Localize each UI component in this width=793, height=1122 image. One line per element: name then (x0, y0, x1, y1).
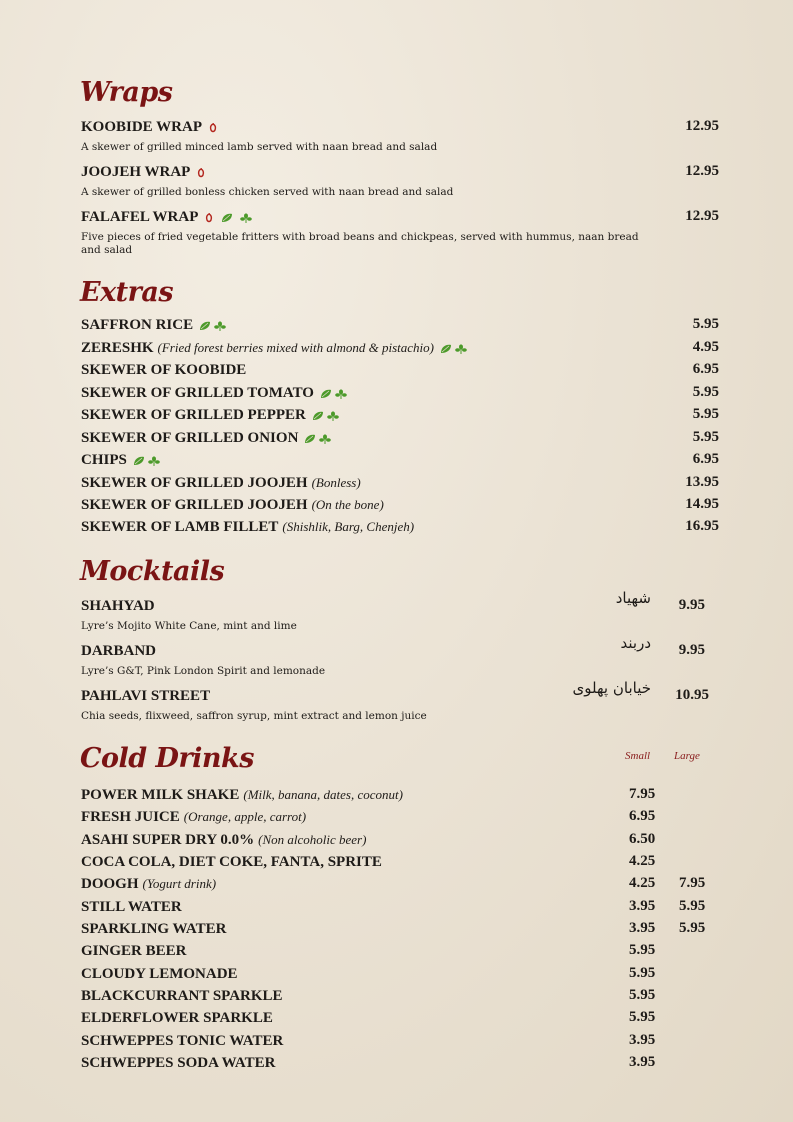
item-name: SKEWER OF GRILLED ONION (81, 430, 299, 446)
drink-row (81, 1032, 721, 1052)
menu-row (81, 496, 721, 516)
leaf-icon (221, 213, 233, 223)
item-price: 5.95 (692, 406, 719, 422)
leaf-icon (199, 321, 211, 331)
small-price: 6.95 (629, 808, 656, 824)
item-name: SKEWER OF GRILLED PEPPER (81, 407, 306, 423)
drink-row (81, 898, 721, 918)
item-price: 16.95 (685, 518, 719, 534)
item-note: (On the bone) (311, 497, 384, 512)
item-name: BLACKCURRANT SPARKLE (81, 988, 283, 1004)
item-note: (Fried forest berries mixed with almond & pistachio) (157, 340, 434, 355)
drink-row (81, 831, 721, 851)
item-description: Chia seeds, flixweed, saffron syrup, mint extract and lemon juice (81, 710, 427, 722)
drink-row (81, 1009, 721, 1029)
menu-item (81, 589, 721, 633)
large-price: 5.95 (679, 920, 706, 936)
item-note: (Orange, apple, carrot) (183, 809, 307, 824)
item-name: DOOGH (81, 876, 139, 892)
menu-row (81, 384, 721, 404)
small-price: 6.50 (629, 831, 656, 847)
item-name: SHAHYAD (81, 598, 155, 614)
vegan-sprig-icon (455, 344, 467, 354)
vegan-sprig-icon (327, 411, 339, 421)
wraps-title: Wraps (80, 77, 173, 108)
item-price: 10.95 (675, 687, 709, 703)
item-name: SKEWER OF GRILLED JOOJEH (81, 475, 308, 491)
drink-row (81, 920, 721, 940)
item-name: DARBAND (81, 643, 156, 659)
large-size-label: Large (674, 750, 700, 762)
item-note: (Bonless) (311, 475, 361, 490)
small-price: 5.95 (629, 965, 656, 981)
item-name: FALAFEL WRAP (81, 209, 199, 225)
menu-row (81, 429, 721, 449)
item-price: 5.95 (692, 429, 719, 445)
item-note: (Yogurt drink) (142, 876, 217, 891)
mocktails-title: Mocktails (80, 556, 225, 587)
drink-row (81, 853, 721, 873)
item-name: ASAHI SUPER DRY 0.0% (81, 832, 255, 848)
small-price: 4.25 (629, 875, 656, 891)
menu-row (81, 406, 721, 426)
leaf-icon (312, 411, 324, 421)
leaf-icon (320, 389, 332, 399)
drink-row (81, 942, 721, 962)
large-price: 5.95 (679, 898, 706, 914)
small-price: 3.95 (629, 920, 656, 936)
small-price: 4.25 (629, 853, 656, 869)
item-name: JOOJEH WRAP (81, 164, 191, 180)
item-note: (Shishlik, Barg, Chenjeh) (282, 519, 415, 534)
item-price: 5.95 (692, 316, 719, 332)
small-price: 3.95 (629, 1054, 656, 1070)
small-price: 5.95 (629, 987, 656, 1003)
item-name: PAHLAVI STREET (81, 688, 211, 704)
chili-icon (208, 123, 218, 133)
leaf-icon (440, 344, 452, 354)
item-name: ELDERFLOWER SPARKLE (81, 1010, 273, 1026)
item-name: STILL WATER (81, 899, 182, 915)
item-price: 13.95 (685, 474, 719, 490)
item-name: COCA COLA, DIET COKE, FANTA, SPRITE (81, 854, 382, 870)
item-name: CHIPS (81, 452, 127, 468)
small-price: 5.95 (629, 942, 656, 958)
item-name: POWER MILK SHAKE (81, 787, 240, 803)
item-description: Lyre’s G&T, Pink London Spirit and lemonade (81, 665, 326, 677)
extras-title: Extras (80, 277, 174, 308)
item-price: 9.95 (678, 597, 705, 613)
drink-row (81, 786, 721, 806)
menu-row (81, 518, 721, 538)
vegan-sprig-icon (240, 213, 252, 223)
drink-row (81, 808, 721, 828)
menu-row (81, 474, 721, 494)
item-name: SCHWEPPES TONIC WATER (81, 1033, 284, 1049)
item-description: A skewer of grilled bonless chicken served with naan bread and salad (81, 186, 454, 199)
item-name: SKEWER OF GRILLED JOOJEH (81, 497, 308, 513)
chili-icon (204, 213, 214, 223)
vegan-sprig-icon (148, 456, 160, 466)
vegan-sprig-icon (335, 389, 347, 399)
leaf-icon (304, 434, 316, 444)
item-persian-name: خیابان پهلوی (572, 679, 651, 697)
small-size-label: Small (625, 750, 651, 762)
item-name: SKEWER OF GRILLED TOMATO (81, 385, 314, 401)
item-price: 12.95 (685, 118, 719, 134)
cold-drinks-title: Cold Drinks (80, 743, 254, 774)
menu-item (81, 118, 721, 154)
menu-item (81, 634, 721, 678)
item-name: KOOBIDE WRAP (81, 119, 202, 135)
item-name: SCHWEPPES SODA WATER (81, 1055, 276, 1071)
menu-item (81, 208, 721, 258)
item-price: 14.95 (685, 496, 719, 512)
menu-item (81, 679, 721, 723)
leaf-icon (133, 456, 145, 466)
item-description: Five pieces of fried vegetable fritters with broad beans and chickpeas, served with hummus, naan bread and salad (81, 231, 639, 257)
item-note: (Non alcoholic beer) (258, 832, 367, 847)
item-name: SKEWER OF KOOBIDE (81, 362, 247, 378)
item-note: (Milk, banana, dates, coconut) (243, 787, 403, 802)
item-persian-name: دربند (620, 634, 651, 652)
menu-row (81, 451, 721, 471)
item-price: 5.95 (692, 384, 719, 400)
item-name: FRESH JUICE (81, 809, 180, 825)
item-price: 12.95 (685, 163, 719, 179)
item-name: CLOUDY LEMONADE (81, 966, 238, 982)
item-price: 12.95 (685, 208, 719, 224)
menu-row (81, 316, 721, 336)
item-price: 4.95 (692, 339, 719, 355)
item-price: 9.95 (678, 642, 705, 658)
menu-row (81, 339, 721, 359)
small-price: 7.95 (629, 786, 656, 802)
item-name: SAFFRON RICE (81, 317, 194, 333)
item-description: A skewer of grilled minced lamb served with naan bread and salad (81, 141, 438, 154)
drink-row (81, 987, 721, 1007)
menu-item (81, 163, 721, 199)
vegan-sprig-icon (319, 434, 331, 444)
item-name: ZERESHK (81, 340, 154, 356)
drink-row (81, 875, 721, 895)
drink-row (81, 965, 721, 985)
small-price: 5.95 (629, 1009, 656, 1025)
item-price: 6.95 (692, 361, 719, 377)
item-description: Lyre’s Mojito White Cane, mint and lime (81, 620, 297, 632)
small-price: 3.95 (629, 1032, 656, 1048)
menu-row (81, 361, 721, 381)
large-price: 7.95 (679, 875, 706, 891)
item-name: GINGER BEER (81, 943, 187, 959)
vegan-sprig-icon (214, 321, 226, 331)
drink-row (81, 1054, 721, 1074)
item-name: SPARKLING WATER (81, 921, 227, 937)
chili-icon (196, 168, 206, 178)
item-name: SKEWER OF LAMB FILLET (81, 519, 279, 535)
item-persian-name: شهیاد (615, 589, 651, 607)
small-price: 3.95 (629, 898, 656, 914)
item-price: 6.95 (692, 451, 719, 467)
